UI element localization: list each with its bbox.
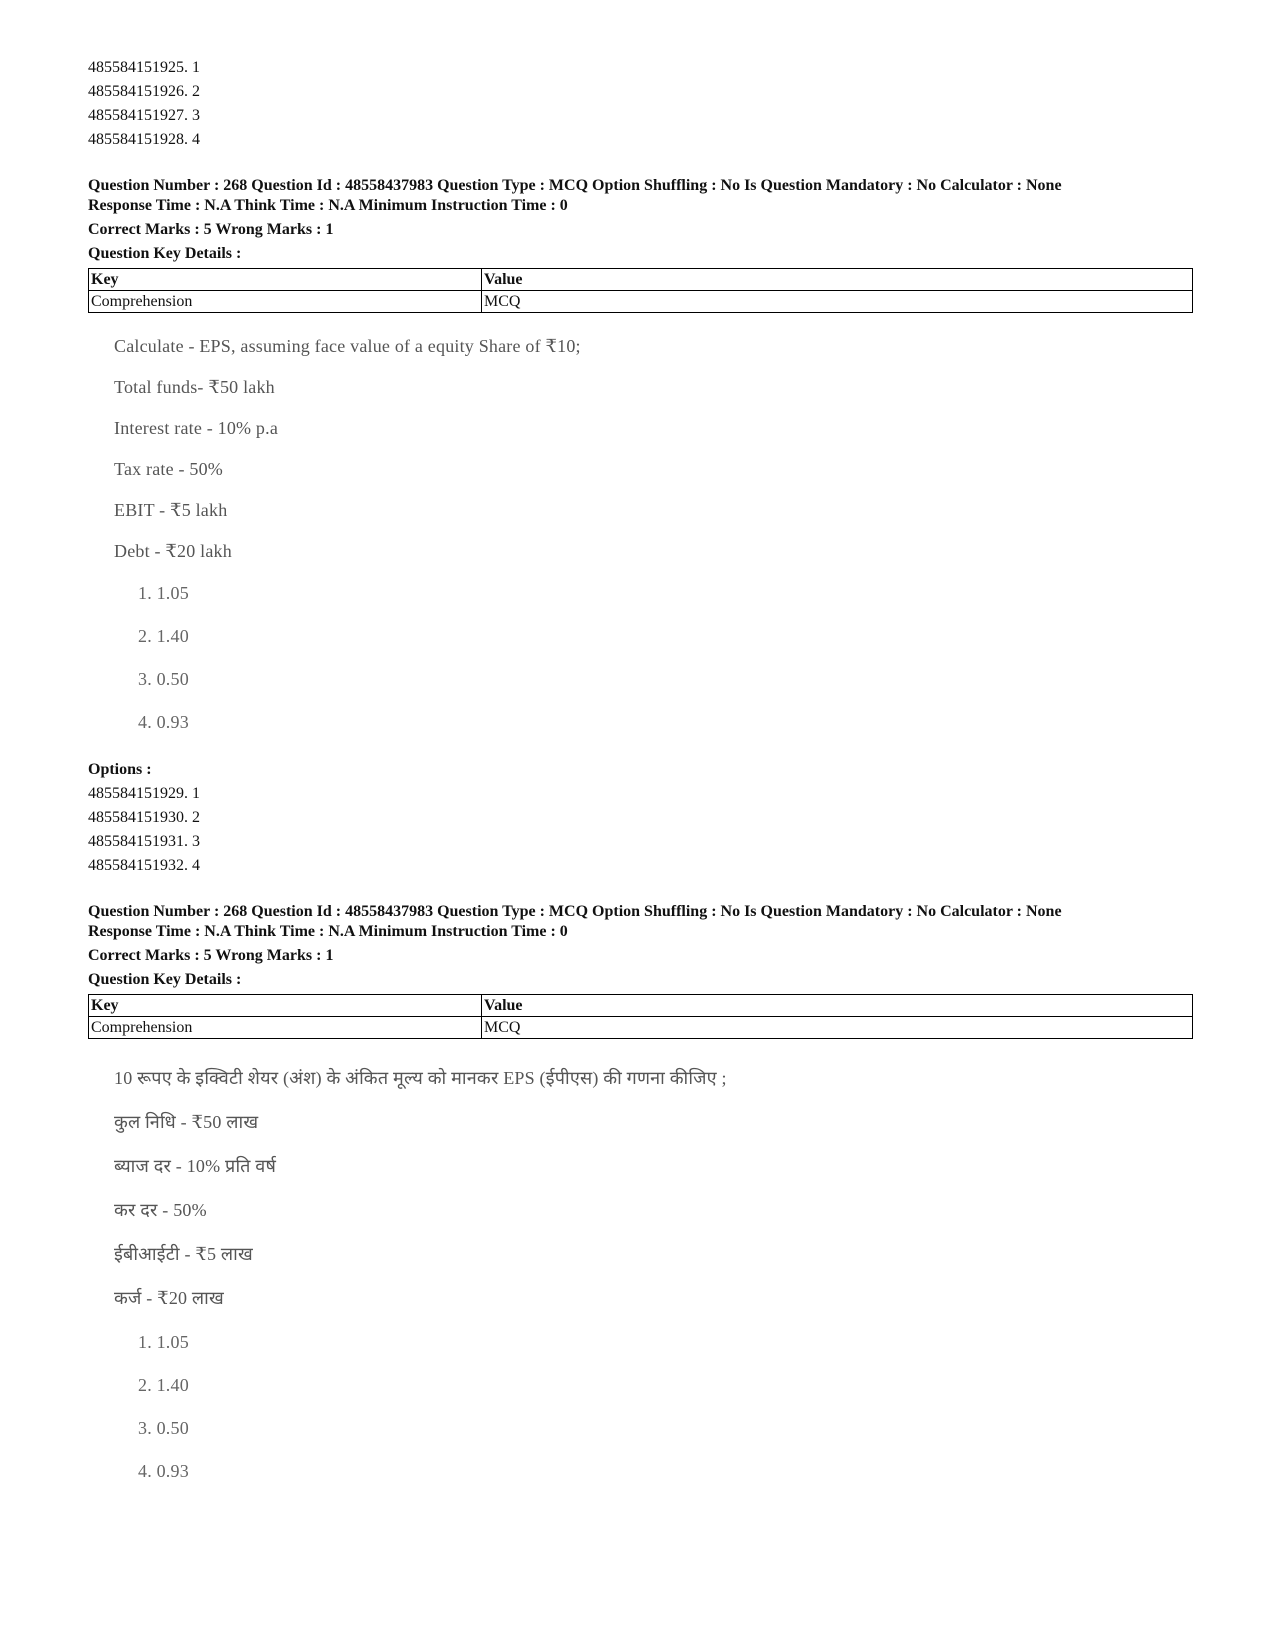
question-text-line: Total funds- ₹50 lakh (114, 377, 275, 397)
question-answer-option: 3. 0.50 (138, 1418, 189, 1438)
question-text-line: EBIT - ₹5 lakh (114, 500, 228, 520)
question-1-header (88, 176, 1193, 266)
question-text-line: 10 रूपए के इक्विटी शेयर (अंश) के अंकित मूल्य को मानकर EPS (ईपीएस) की गणना कीजिए ; (114, 1068, 727, 1088)
option-id-line: 485584151925. 1 (88, 59, 200, 76)
question-1-image (114, 336, 814, 746)
option-id-line: 485584151927. 3 (88, 107, 200, 124)
question-answer-option: 2. 1.40 (138, 626, 189, 646)
option-id-line: 485584151930. 2 (88, 809, 200, 826)
table-cell-key: Comprehension (89, 1017, 482, 1039)
table-cell-key: Comprehension (89, 291, 482, 313)
table-header-key: Key (89, 995, 482, 1017)
option-id-line: 485584151929. 1 (88, 785, 200, 802)
question-2-image (114, 1066, 874, 1486)
question-key-table (88, 268, 1193, 313)
option-id-line: 485584151928. 4 (88, 131, 200, 148)
question-text-line: कुल निधि - ₹50 लाख (114, 1112, 259, 1132)
table-cell-value: MCQ (482, 1017, 1193, 1039)
table-header-key: Key (89, 269, 482, 291)
question-answer-option: 3. 0.50 (138, 669, 189, 689)
question-timing-line: Response Time : N.A Think Time : N.A Minimum Instruction Time : 0 (88, 197, 568, 214)
option-id-line: 485584151931. 3 (88, 833, 200, 850)
question-2-key-table-wrap (88, 992, 1193, 1039)
table-header-row (89, 269, 1193, 291)
question-text-line: Calculate - EPS, assuming face value of a equity Share of ₹10; (114, 336, 581, 356)
question-timing-line: Response Time : N.A Think Time : N.A Minimum Instruction Time : 0 (88, 923, 568, 940)
question-answer-option: 1. 1.05 (138, 1332, 189, 1352)
question-2-header (88, 902, 1193, 992)
question-text-line: ब्याज दर - 10% प्रति वर्ष (114, 1156, 277, 1176)
question-answer-option: 1. 1.05 (138, 583, 189, 603)
question-key-details-label: Question Key Details : (88, 245, 242, 262)
question-answer-option: 4. 0.93 (138, 1461, 189, 1481)
option-id-line: 485584151926. 2 (88, 83, 200, 100)
question-text-line: Interest rate - 10% p.a (114, 418, 279, 438)
previous-options-list (88, 56, 1193, 152)
question-1-options (88, 758, 1193, 878)
question-marks-line: Correct Marks : 5 Wrong Marks : 1 (88, 947, 334, 964)
table-row (89, 1017, 1193, 1039)
question-key-table (88, 994, 1193, 1039)
question-text-line: कर्ज - ₹20 लाख (114, 1288, 224, 1308)
question-answer-option: 4. 0.93 (138, 712, 189, 732)
question-marks-line: Correct Marks : 5 Wrong Marks : 1 (88, 221, 334, 238)
table-row (89, 291, 1193, 313)
question-key-details-label: Question Key Details : (88, 971, 242, 988)
options-label: Options : (88, 761, 152, 778)
question-text-line: Tax rate - 50% (114, 459, 223, 479)
question-meta-line: Question Number : 268 Question Id : 48558437983 Question Type : MCQ Option Shuffling : No Is Question Mandatory : No Calculator : None (88, 177, 1062, 194)
option-id-line: 485584151932. 4 (88, 857, 200, 874)
table-header-value: Value (482, 995, 1193, 1017)
table-header-row (89, 995, 1193, 1017)
question-text-line: कर दर - 50% (114, 1200, 207, 1220)
table-header-value: Value (482, 269, 1193, 291)
question-1-key-table-wrap (88, 266, 1193, 313)
question-answer-option: 2. 1.40 (138, 1375, 189, 1395)
question-text-line: Debt - ₹20 lakh (114, 541, 232, 561)
question-meta-line: Question Number : 268 Question Id : 48558437983 Question Type : MCQ Option Shuffling : No Is Question Mandatory : No Calculator : None (88, 903, 1062, 920)
table-cell-value: MCQ (482, 291, 1193, 313)
question-text-line: ईबीआईटी - ₹5 लाख (114, 1244, 253, 1264)
